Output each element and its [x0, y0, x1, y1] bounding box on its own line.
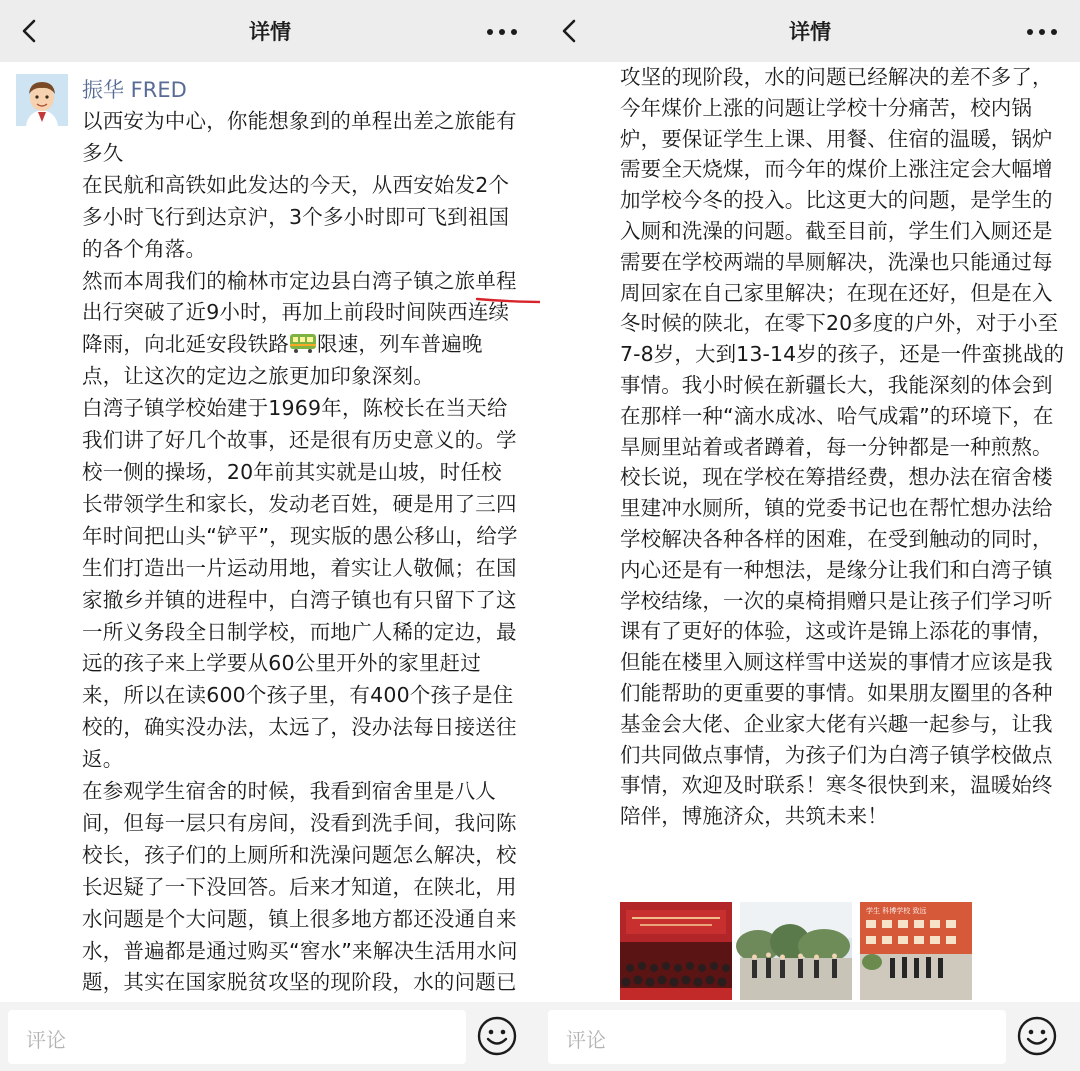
- post-body: [82, 106, 522, 1031]
- post-paragraph: 在民航和高铁如此发达的今天，从西安始发2个多小时飞行到达京沪，3个多小时即可飞到祖国的各个角落。: [82, 172, 510, 261]
- avatar[interactable]: [16, 74, 68, 126]
- comment-placeholder: 评论: [26, 1028, 66, 1052]
- post-text: 然而本周我们的榆林市定边县白湾子镇之旅: [82, 268, 476, 293]
- school-building-image: [860, 902, 972, 1000]
- comment-input[interactable]: [548, 1010, 1006, 1064]
- highlight-text: 单程出行突破了近9小时: [82, 268, 517, 325]
- more-options-icon[interactable]: [482, 20, 522, 44]
- post-content: [540, 62, 1080, 1002]
- photo-thumbnail[interactable]: [740, 902, 852, 1000]
- photo-grid: [620, 902, 980, 1000]
- post-paragraph: 在参观学生宿舍的时候，我看到宿舍里是八人间，但每一层只有房间，没看到洗手间，我问陈校长，孩子们的上厕所和洗澡问题怎么解决，校长迟疑了一下没回答。后来才知道，在陕北，用水问题是个大问题，镇上很多地方都还没通自来水，普遍都是通过购买“窖水”来解决生活用水问题，其实在国家脱贫攻坚的现阶段，水的问题已: [82, 779, 518, 995]
- moment-detail-right: [540, 0, 1080, 1071]
- comment-input[interactable]: [8, 1010, 466, 1064]
- emoji-icon[interactable]: [1016, 1015, 1058, 1057]
- nav-bar: [540, 0, 1080, 62]
- post-text: ，再加上前段时间陕西连续降雨，向北延安段铁路: [82, 300, 510, 357]
- post-paragraph: 以西安为中心，你能想象到的单程出差之旅能有多久: [82, 109, 517, 165]
- comment-placeholder: 评论: [566, 1028, 606, 1052]
- post-text: 限速，列车普遍晚点，让这次的定边之旅更加印象深刻。: [82, 332, 483, 389]
- nav-bar: [0, 0, 540, 62]
- comment-bar: [540, 1002, 1080, 1071]
- post-paragraph: 攻坚的现阶段，水的问题已经解决的差不多了，今年煤价上涨的问题让学校十分痛苦，校内锅炉，要保证学生上课、用餐、住宿的温暖，锅炉需要全天烧煤，而今年的煤价上涨注定会大幅增加学校今冬的投入。比这更大的问题，是学生的入厕和洗澡的问题。截至目前，学生们入厕还是需要在学校两端的旱厕解决，洗澡也只能通过每周回家在自己家里解决；在现在还好，但是在入冬时候的陕北，在零下20多度的户外，对于小至7-8岁，大到13-14岁的孩子，还是一件蛮挑战的事情。我小时候在新疆长大，我能深刻的体会到在那样一种“滴水成冰、哈气成霜”的环境下，在旱厕里站着或者蹲着，每一分钟都是一种煎熬。校长说，现在学校在筹措经费，想办法在宿舍楼里建冲水厕所，镇的党委书记也在帮忙想办法给学校解决各种各样的困难，在受到触动的同时，内心还是有一种想法，是缘分让我们和白湾子镇学校结缘，一次的桌椅捐赠只是让孩子们学习听课有了更好的体验，这或许是锦上添花的事情，但能在楼里入厕这样雪中送炭的事情才应该是我们能帮助的更重要的事情。如果朋友圈里的各种基金会大佬、企业家大佬有兴趣一起参与，让我们共同做点事情，为孩子们为白湾子镇学校做点事情，欢迎及时联系！寒冬很快到来，温暖始终陪伴，博施济众，共筑未来！: [620, 65, 1065, 829]
- page-title: 详情: [249, 20, 291, 44]
- more-options-icon[interactable]: [1022, 20, 1062, 44]
- train-emoji-icon: [289, 332, 317, 354]
- post-paragraph: 白湾子镇学校始建于1969年，陈校长在当天给我们讲了好几个故事，还是很有历史意义的。学校一侧的操场，20年前其实就是山坡，时任校长带领学生和家长，发动老百姓，硬是用了三四年时间把山头“铲平”，现实版的愚公移山，给学生们打造出一片运动用地，着实让人敬佩；在国家撤乡并镇的进程中，白湾子镇也有只留下了这一所义务段全日制学校，而地广人稀的定边，最远的孩子来上学要从60公里开外的家里赶过来，所以在读600个孩子里，有400个孩子是住校的，确实没办法，太远了，没办法每日接送往返。: [82, 396, 518, 772]
- author-name[interactable]: 振华 FRED: [82, 78, 187, 102]
- page-title: 详情: [789, 20, 831, 44]
- photo-thumbnail[interactable]: [620, 902, 732, 1000]
- photo-thumbnail[interactable]: [860, 902, 972, 1000]
- photo-sign-text: 学生 科博学校 致远: [866, 907, 927, 915]
- emoji-icon[interactable]: [476, 1015, 518, 1057]
- comment-bar: [0, 1002, 540, 1071]
- post-content: [0, 62, 540, 1002]
- post-body: [620, 62, 1066, 832]
- post-paragraph: [82, 266, 522, 394]
